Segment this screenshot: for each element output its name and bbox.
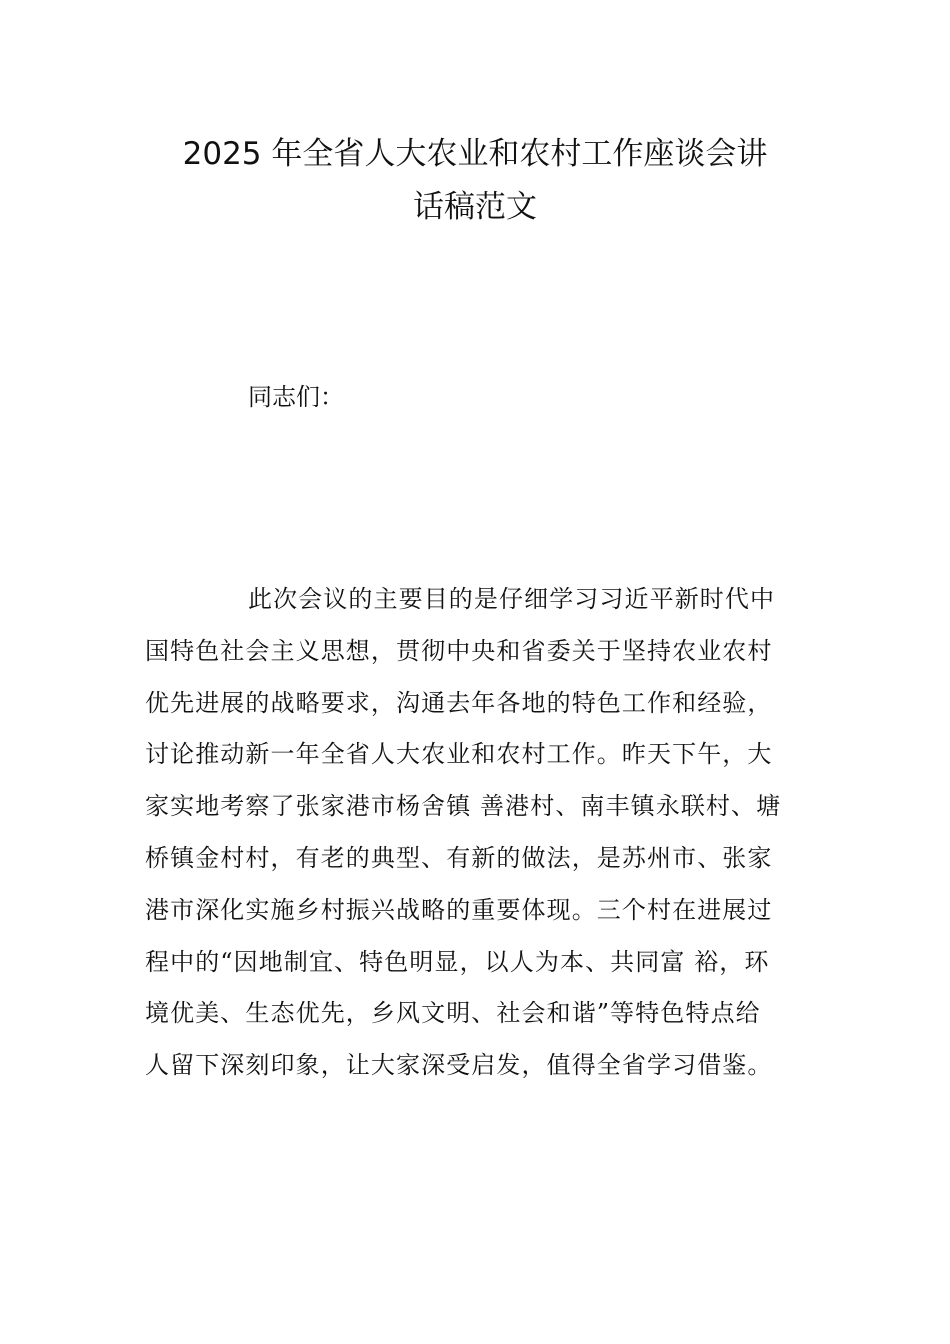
body-line: 境优美、生态优先，乡风文明、社会和谐”等特色特点给	[145, 999, 761, 1028]
body-line: 国特色社会主义思想，贯彻中央和省委关于坚持农业农村	[145, 636, 773, 665]
body-paragraph	[145, 574, 807, 1092]
title-line-1: 2025 年全省人大农业和农村工作座谈会讲	[182, 136, 768, 172]
body-line: 桥镇金村村，有老的典型、有新的做法，是苏州市、张家	[145, 843, 773, 872]
body-line: 讨论推动新一年全省人大农业和农村工作。昨天下午，大	[145, 740, 773, 769]
body-line: 程中的“因地制宜、特色明显，以人为本、共同富 裕，环	[145, 947, 770, 976]
document-title	[140, 128, 810, 234]
body-line: 人留下深刻印象，让大家深受启发，值得全省学习借鉴。	[145, 1051, 773, 1080]
title-line-2: 话稿范文	[413, 189, 537, 225]
body-line: 优先进展的战略要求，沟通去年各地的特色工作和经验，	[145, 688, 773, 717]
body-line: 港市深化实施乡村振兴战略的重要体现。三个村在进展过	[145, 895, 773, 924]
salutation: 同志们：	[248, 383, 344, 411]
body-line: 家实地考察了张家港市杨舍镇 善港村、南丰镇永联村、塘	[145, 792, 782, 821]
body-line: 此次会议的主要目的是仔细学习习近平新时代中	[248, 585, 776, 613]
